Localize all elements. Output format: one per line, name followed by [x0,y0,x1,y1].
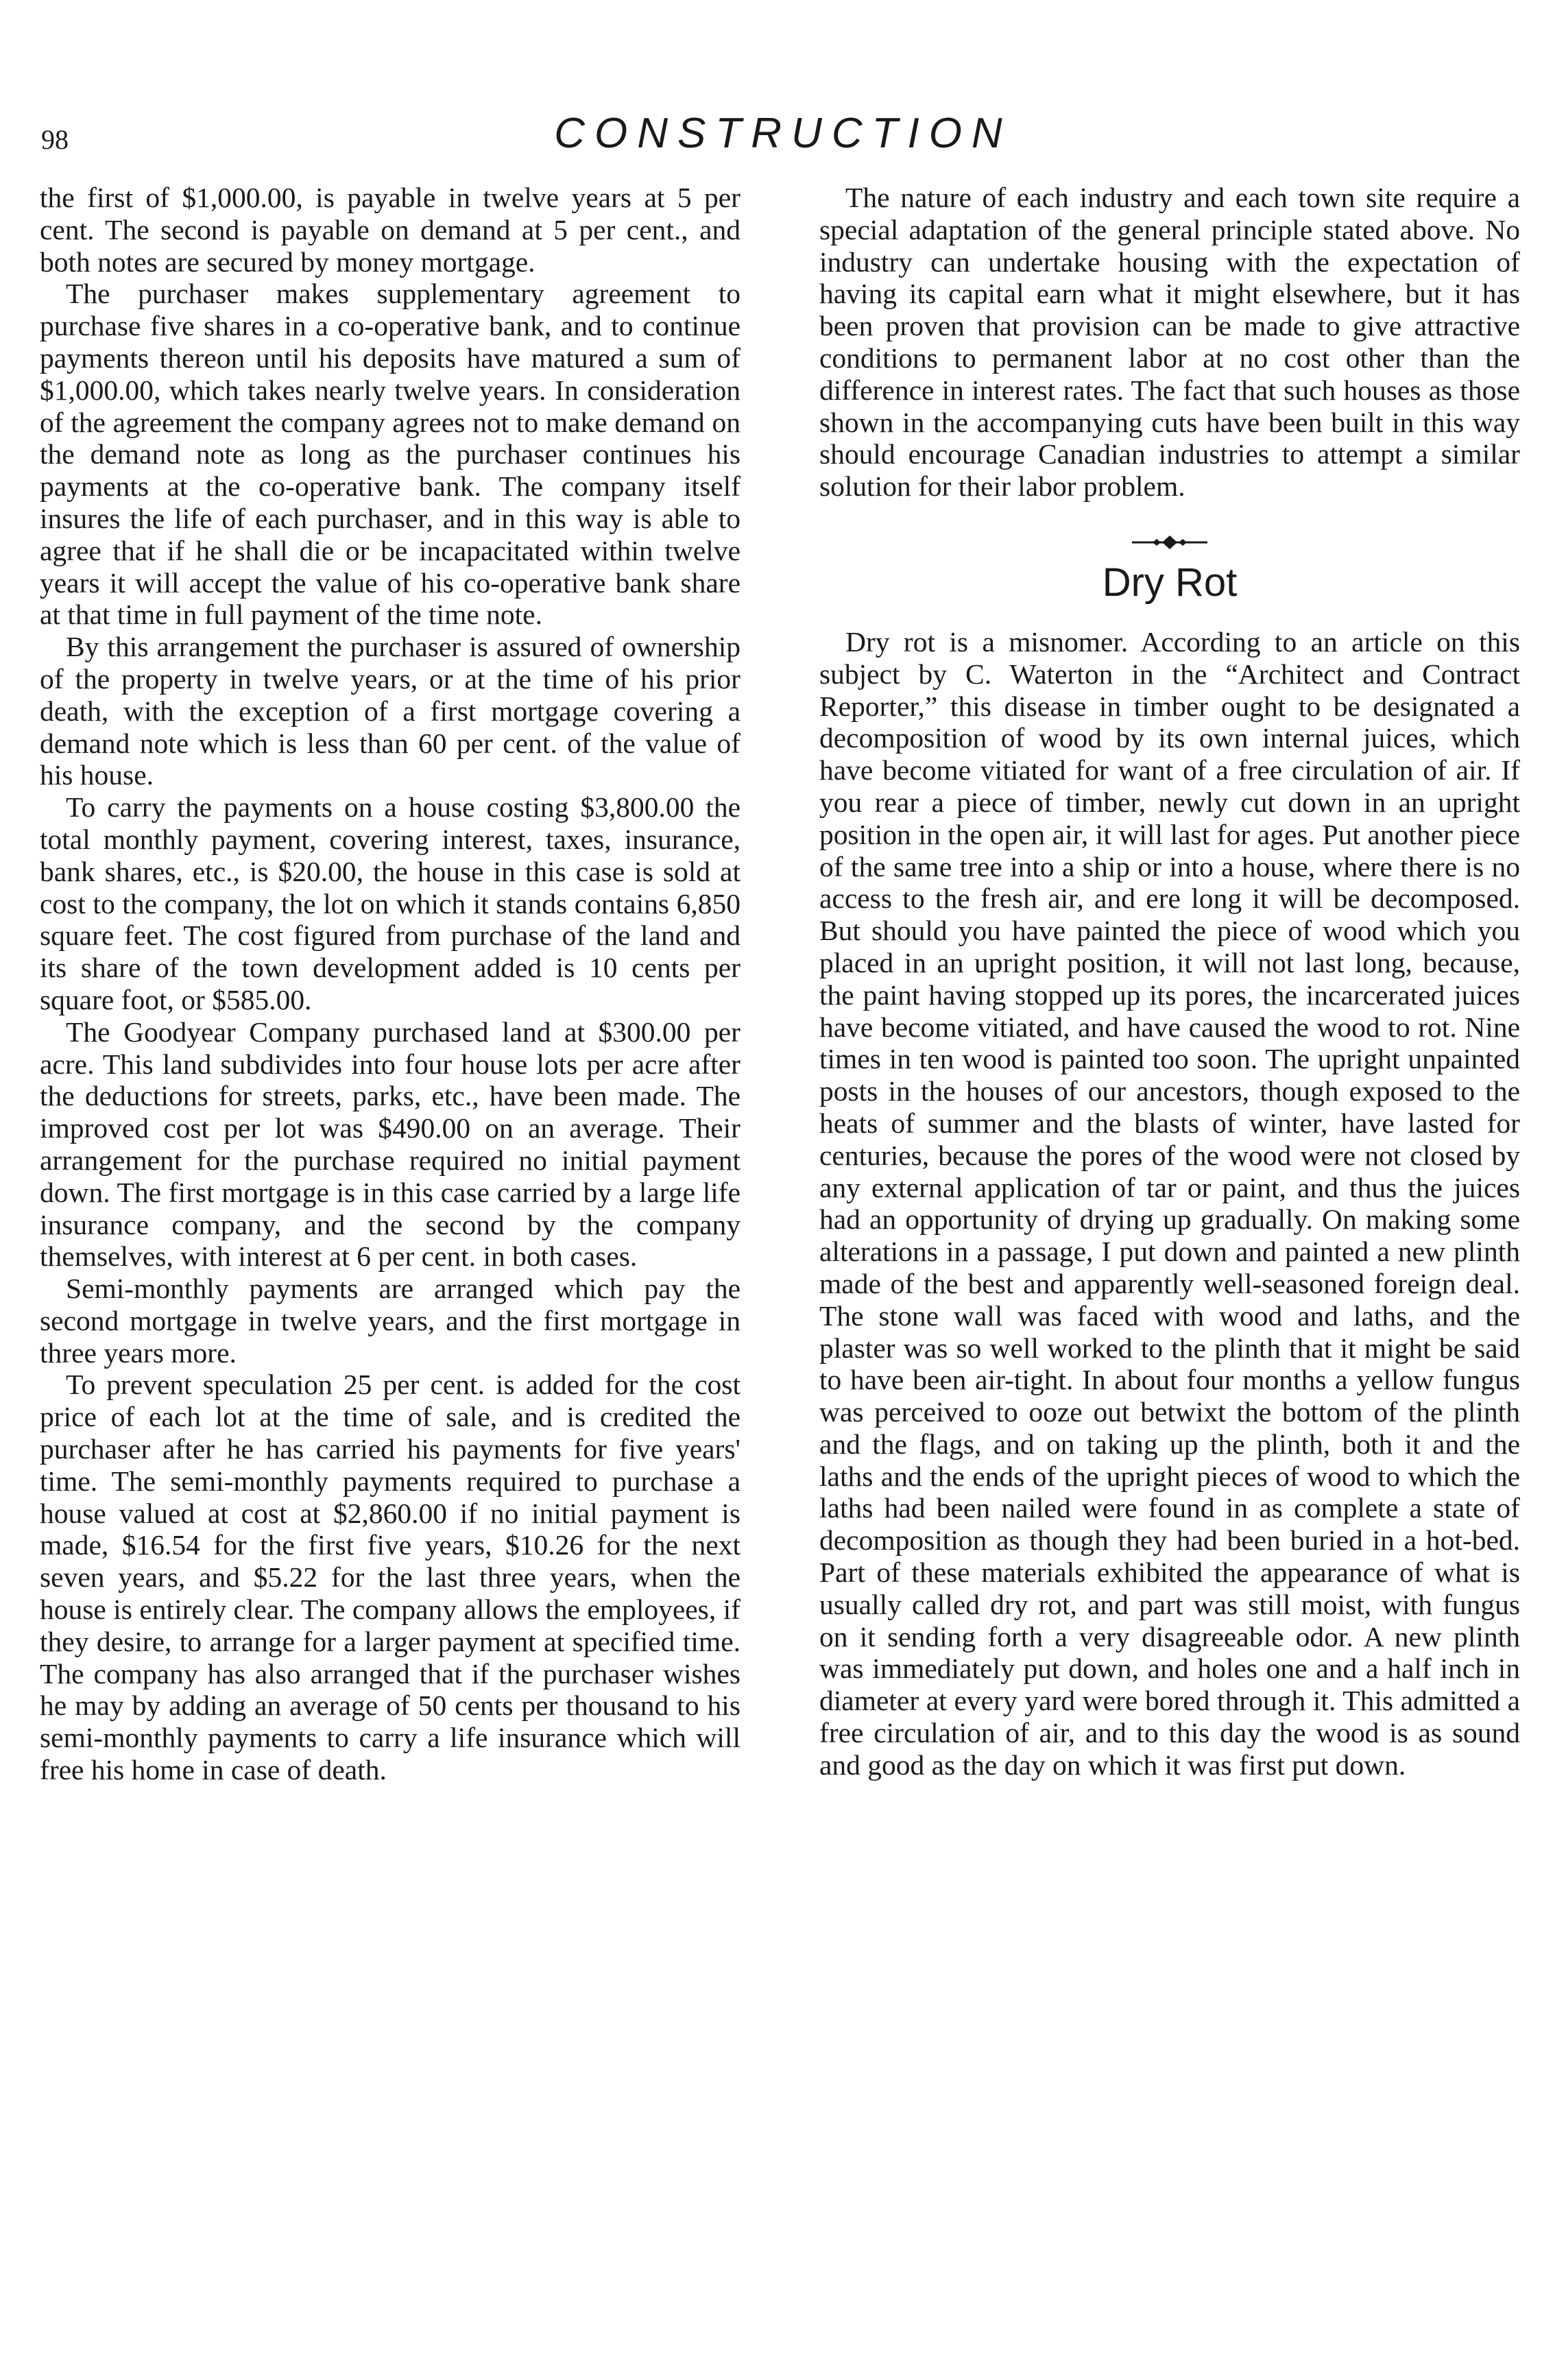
paragraph: To prevent speculation 25 per cent. is added for the cost price of each lot at the time of sale, and is credited the purchaser after he has carried his payments for five years' time. The semi-monthly payments required to purchase a house valued at cost at $2,860.00 if no initial payment is made, $16.54 for the first five years, $10.26 for the next seven years, and $5.22 for the last three years, when the house is entirely clear. The company allows the employees, if they desire, to arrange for a larger payment at specified time. The company has also arranged that if the purchaser wishes he may by adding an average of 50 cents per thousand to his semi-monthly payments to carry a life insurance which will free his home in case of death. [40,1369,740,1786]
paragraph: The nature of each industry and each town site require a special adaptation of the general principle stated above. No industry can undertake housing with the expectation of having its capital earn what it might elsewhere, but it has been proven that provision can be made to give attractive conditions to permanent labor at no cost other than the difference in interest rates. The fact that such houses as those shown in the accompanying cuts have been built in this way should encourage Canadian industries to attempt a similar solution for their labor problem. [819,182,1520,503]
section-title: Dry Rot [1102,560,1238,605]
paragraph: the first of $1,000.00, is payable in twelve years at 5 per cent. The second is payable on demand at 5 per cent., and both notes are secured by money mortgage. [40,182,740,278]
paragraph: Dry rot is a misnomer. According to an article on this subject by C. Waterton in the “Architect and Contract Reporter,” this disease in timber ought to be designated a decomposition of wood by its own internal juices, which have become vitiated for want of a free circulation of air. If you rear a piece of timber, newly cut down in an upright position in the open air, it will last for ages. Put another piece of the same tree into a ship or into a house, where there is no access to the fresh air, and ere long it will be decomposed. But should you have painted the piece of wood which you placed in an upright position, it will not last long, because, the paint having stopped up its pores, the incarcerated juices have become vitiated, and have caused the wood to rot. Nine times in ten wood is painted too soon. The upright unpainted posts in the houses of our ancestors, though exposed to the heats of summer and the blasts of winter, have lasted for centuries, because the pores of the wood were not closed by any external application of tar or paint, and thus the juices had an opportunity of drying up gradually. On making some alterations in a passage, I put down and painted a new plinth made of the best and apparently well-seasoned foreign deal. The stone wall was faced with wood and laths, and the plaster was so well worked to the plinth that it might be said to have been air-tight. In about four months a yellow fungus was perceived to ooze out betwixt the bottom of the plinth and the flags, and on taking up the plinth, both it and the laths and the ends of the upright pieces of wood to which the laths had been nailed were found in as complete a state of decomposition as though they had been buried in a hot-bed. Part of these materials exhibited the appearance of what is usually called dry rot, and part was still moist, with fungus on it sending forth a very disagreeable odor. A new plinth was immediately put down, and holes one and a half inch in diameter at every yard were bored through it. This admitted a free circulation of air, and to this day the wood is as sound and good as the day on which it was first put down. [819,625,1520,1781]
running-title: CONSTRUCTION [554,110,1012,157]
page-number: 98 [41,124,69,155]
paragraph: To carry the payments on a house costing $3,800.00 the total monthly payment, covering interest, taxes, insurance, bank shares, etc., is $20.00, the house in this case is sold at cost to the company, the lot on which it stands contains 6,850 square feet. The cost figured from purchase of the land and its share of the town development added is 10 cents per square foot, or $585.00. [40,791,740,1015]
section-divider-ornament-icon [819,529,1520,556]
right-column [819,182,1520,1781]
paragraph: Semi-monthly payments are arranged which pay the second mortgage in twelve years, and the first mortgage in three years more. [40,1273,740,1369]
paragraph: By this arrangement the purchaser is assured of ownership of the property in twelve years, or at the time of his prior death, with the exception of a first mortgage covering a demand note which is less than 60 per cent. of the value of his house. [40,631,740,791]
paragraph: The Goodyear Company purchased land at $300.00 per acre. This land subdivides into four house lots per acre after the deductions for streets, parks, etc., have been made. The improved cost per lot was $490.00 on an average. Their arrangement for the purchase required no initial payment down. The first mortgage is in this case carried by a large life insurance company, and the second by the company themselves, with interest at 6 per cent. in both cases. [40,1015,740,1273]
paragraph: The purchaser makes supplementary agreement to purchase five shares in a co-operative bank, and to continue payments thereon until his deposits have matured a sum of $1,000.00, which takes nearly twelve years. In consideration of the agreement the company agrees not to make demand on the demand note as long as the purchaser continues his payments at the co-operative bank. The company itself insures the life of each purchaser, and in this way is able to agree that if he shall die or be incapacitated within twelve years it will accept the value of his co-operative bank share at that time in full payment of the time note. [40,278,740,631]
left-column [40,182,740,1786]
